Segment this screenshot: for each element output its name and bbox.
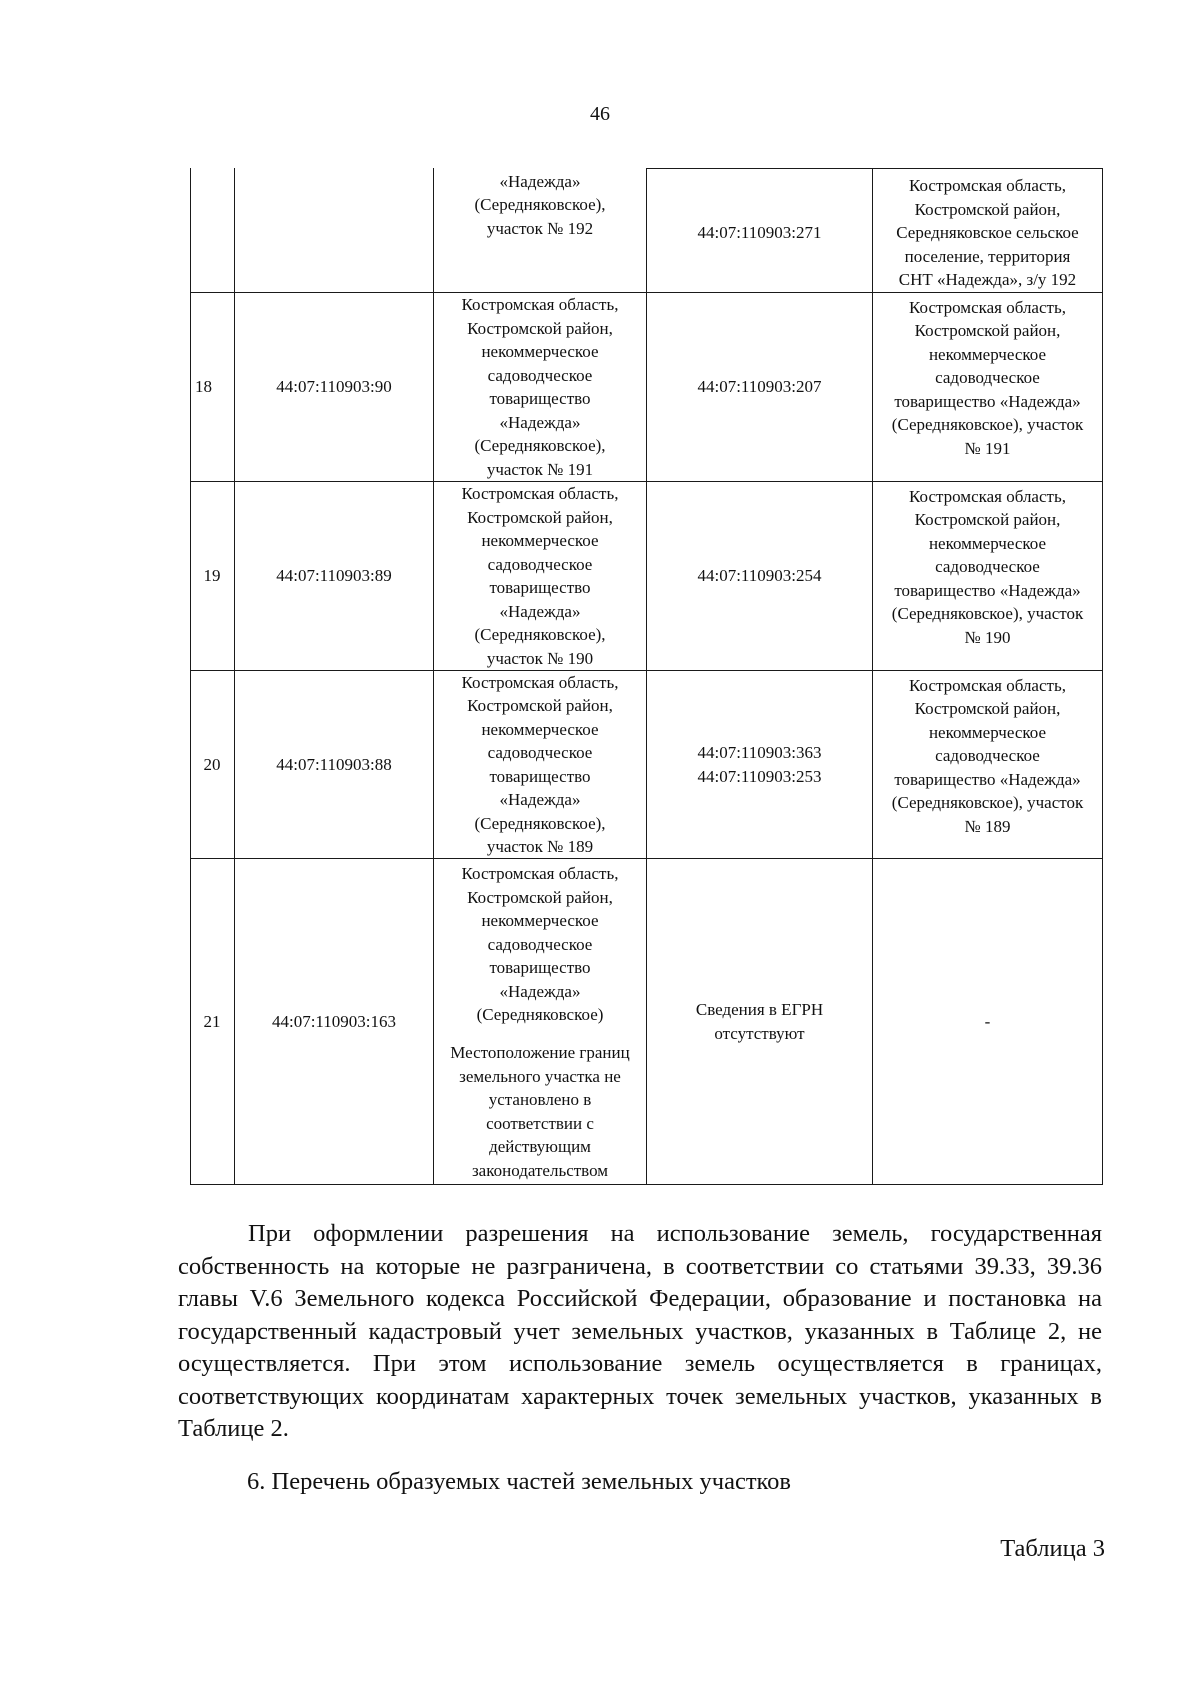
table-cell-description: Костромская область, Костромской район, некоммерческое садоводческое товарищество «Надежда» (Середняковское), участок № 189 [461, 672, 619, 856]
table-cell-cadastral: 44:07:110903:163 [271, 1011, 397, 1031]
table-cell-description-note: Местоположение границ земельного участка не установлено в соответствии с действующим законодательством [450, 1043, 630, 1180]
table-border-top [646, 168, 1103, 169]
table-cell-related-numbers: 44:07:110903:363 44:07:110903:253 [697, 743, 822, 786]
table-cell-number: 19 [203, 566, 221, 586]
table-cell-address: - [984, 1011, 991, 1031]
table-cell-number: 21 [203, 1011, 221, 1031]
land-plots-table [190, 168, 1103, 1185]
table-cell-address: Костромская область, Костромской район, некоммерческое садоводческое товарищество «Надежда» (Середняковское), участок № 190 [891, 486, 1084, 647]
table-cell-number: 18 [195, 377, 212, 397]
table-cell-cadastral: 44:07:110903:88 [276, 754, 392, 774]
table-cell-description: «Надежда» (Середняковское), участок № 192 [474, 171, 606, 238]
table-cell-cadastral: 44:07:110903:89 [276, 566, 392, 586]
table-cell-description: Костромская область, Костромской район, некоммерческое садоводческое товарищество «Надежда» (Середняковское) [461, 864, 619, 1024]
table-cell-related-numbers: 44:07:110903:207 [697, 377, 822, 397]
table-border-right [1102, 168, 1103, 1185]
table-border-bottom [190, 1184, 1103, 1185]
table-cell-cadastral: 44:07:110903:90 [276, 377, 392, 397]
section-heading: 6. Перечень образуемых частей земельных участков [247, 1468, 792, 1495]
table-cell-description: Костромская область, Костромской район, некоммерческое садоводческое товарищество «Надежда» (Середняковское), участок № 190 [461, 484, 619, 668]
table-cell-related-numbers: Сведения в ЕГРН отсутствуют [695, 1000, 824, 1043]
table-cell-related-numbers: 44:07:110903:271 [697, 223, 822, 243]
table-cell-related-numbers: 44:07:110903:254 [697, 566, 822, 586]
page-number: 46 [590, 103, 610, 125]
table-cell-address: Костромская область, Костромской район, некоммерческое садоводческое товарищество «Надежда» (Середняковское), участок № 191 [891, 297, 1084, 458]
table-cell-address: Костромская область, Костромской район, некоммерческое садоводческое товарищество «Надежда» (Середняковское), участок № 189 [891, 675, 1084, 836]
table-cell-number: 20 [203, 754, 221, 774]
table-caption: Таблица 3 [1000, 1535, 1105, 1562]
table-cell-description: Костромская область, Костромской район, некоммерческое садоводческое товарищество «Надежда» (Середняковское), участок № 191 [461, 295, 619, 479]
table-cell-address: Костромская область, Костромской район, Середняковское сельское поселение, территория СНТ «Надежда», з/у 192 [896, 176, 1079, 290]
body-paragraph: При оформлении разрешения на использование земель, государственная собственность на которые не разграничена, в соответствии со статьями 39.33, 39.36 главы V.6 Земельного кодекса Российской Федерации, образование и постановка на государственный кадастровый учет земельных участков, указанных в Таблице 2, не осуществляется. При этом использование земель осуществляется в границах, соответствующих координатам характерных точек земельных участков, указанных в Таблице 2. [178, 1220, 1102, 1442]
